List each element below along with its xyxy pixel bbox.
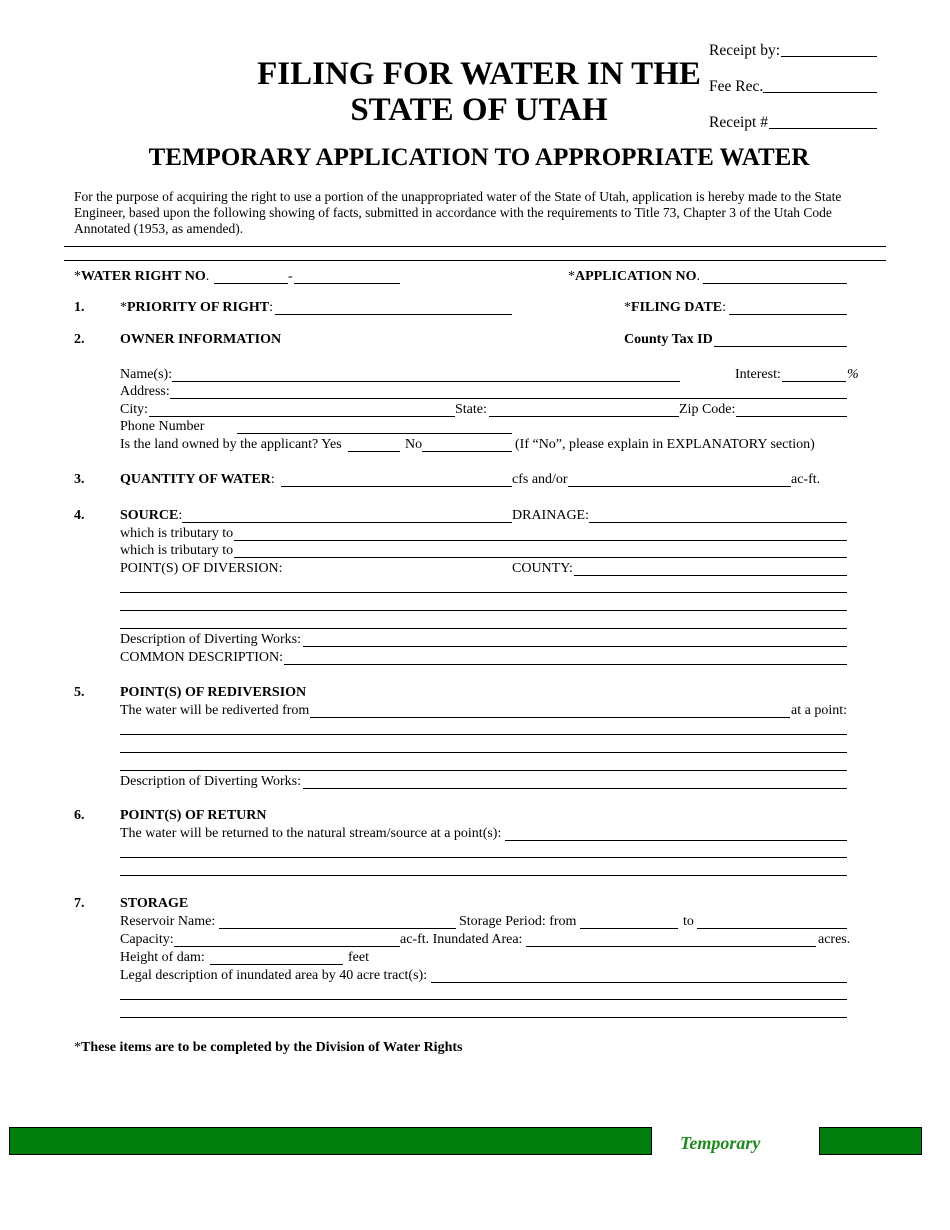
legal-description-line-2[interactable] <box>120 1017 847 1018</box>
diverting-works-label: Description of Diverting Works: <box>120 632 301 647</box>
intro-paragraph: For the purpose of acquiring the right to use a portion of the unappropriated water of the State of Utah, application is hereby made to the State Engineer, based upon the following showing of facts, submitted in accordance with the requirements to Title 73, Chapter 3 of the Utah Code Annotated (1953, as amended). <box>74 189 842 236</box>
rediversion-works-field[interactable] <box>303 788 847 789</box>
drainage-field[interactable] <box>589 522 847 523</box>
legal-description-line-1[interactable] <box>120 999 847 1000</box>
phone-field[interactable] <box>237 433 512 434</box>
land-owned-no-field[interactable] <box>422 451 512 452</box>
tributary-1-label: which is tributary to <box>120 526 234 541</box>
rediversion-line-3[interactable] <box>120 770 847 771</box>
rediverted-from-label: The water will be rediverted from <box>120 703 310 718</box>
water-right-seq-field[interactable] <box>294 283 400 284</box>
county-tax-id-label: County Tax ID <box>624 332 713 347</box>
land-owned-no-label: No <box>405 437 423 452</box>
rediversion-works-label: Description of Diverting Works: <box>120 774 301 789</box>
rediverted-from-field[interactable] <box>310 717 790 718</box>
return-heading: POINT(S) OF RETURN <box>120 808 267 823</box>
quantity-acft-field[interactable] <box>568 486 791 487</box>
at-a-point-label: at a point: <box>791 703 847 718</box>
legal-description-label: Legal description of inundated area by 40 acre tract(s): <box>120 968 428 983</box>
footer-note: *These items are to be completed by the Division of Water Rights <box>74 1040 463 1055</box>
form-title-line2: STATE OF UTAH <box>350 92 608 128</box>
interest-label: Interest: <box>735 367 781 382</box>
rediversion-line-1[interactable] <box>120 734 847 735</box>
application-number-label: *APPLICATION NO. <box>568 269 700 284</box>
county-tax-id-field[interactable] <box>714 346 847 347</box>
owner-info-heading: OWNER INFORMATION <box>120 332 282 347</box>
diversion-line-1[interactable] <box>120 592 847 593</box>
phone-label: Phone Number <box>120 419 205 434</box>
tributary-1-field[interactable] <box>234 540 847 541</box>
receipt-by-label: Receipt by: <box>709 42 781 59</box>
fee-rec-field[interactable] <box>763 92 877 93</box>
return-line-1[interactable] <box>120 857 847 858</box>
land-owned-yes-field[interactable] <box>348 451 400 452</box>
water-right-label: *WATER RIGHT NO. <box>74 269 210 284</box>
diversion-label: POINT(S) OF DIVERSION: <box>120 561 283 576</box>
footer-band-left <box>9 1127 652 1155</box>
section-4-number: 4. <box>74 508 85 523</box>
footer-band-right <box>819 1127 922 1155</box>
section-6-number: 6. <box>74 808 85 823</box>
legal-description-field[interactable] <box>431 982 847 983</box>
land-owned-explain: (If “No”, please explain in EXPLANATORY section) <box>515 437 815 452</box>
diversion-line-2[interactable] <box>120 610 847 611</box>
priority-field[interactable] <box>275 314 512 315</box>
form-subtitle: TEMPORARY APPLICATION TO APPROPRIATE WATER <box>148 144 810 171</box>
interest-field[interactable] <box>782 381 846 382</box>
common-description-field[interactable] <box>284 664 847 665</box>
state-field[interactable] <box>489 416 679 417</box>
zip-label: Zip Code: <box>679 402 736 417</box>
diverting-works-field[interactable] <box>303 646 847 647</box>
form-title-line1: FILING FOR WATER IN THE <box>257 56 701 92</box>
storage-period-to-label: to <box>683 914 694 929</box>
section-5-number: 5. <box>74 685 85 700</box>
tributary-2-field[interactable] <box>234 557 847 558</box>
return-text: The water will be returned to the natural stream/source at a point(s): <box>120 826 502 841</box>
return-field[interactable] <box>505 840 847 841</box>
county-label: COUNTY: <box>512 561 573 576</box>
divider-second <box>64 260 886 261</box>
water-right-area-field[interactable] <box>214 283 288 284</box>
zip-field[interactable] <box>736 416 847 417</box>
county-field[interactable] <box>574 575 847 576</box>
receipt-by-field[interactable] <box>781 56 877 57</box>
water-right-dash: - <box>288 269 293 284</box>
priority-label: *PRIORITY OF RIGHT: <box>120 300 273 315</box>
capacity-field[interactable] <box>174 946 400 947</box>
section-7-number: 7. <box>74 896 85 911</box>
section-1-number: 1. <box>74 300 85 315</box>
filing-date-field[interactable] <box>729 314 847 315</box>
storage-period-to-field[interactable] <box>697 928 847 929</box>
temporary-badge: Temporary <box>680 1133 761 1153</box>
acft-label: ac-ft. <box>791 472 821 487</box>
return-line-2[interactable] <box>120 875 847 876</box>
rediversion-line-2[interactable] <box>120 752 847 753</box>
quantity-cfs-field[interactable] <box>281 486 512 487</box>
quantity-label: QUANTITY OF WATER: <box>120 472 275 487</box>
feet-label: feet <box>348 950 369 965</box>
cfs-label: cfs and/or <box>512 472 568 487</box>
acres-label: acres. <box>818 932 851 947</box>
application-number-field[interactable] <box>703 283 847 284</box>
section-2-number: 2. <box>74 332 85 347</box>
section-3-number: 3. <box>74 472 85 487</box>
drainage-label: DRAINAGE: <box>512 508 589 523</box>
land-owned-question: Is the land owned by the applicant? Yes <box>120 437 342 452</box>
divider-top <box>64 246 886 247</box>
capacity-label: Capacity: <box>120 932 174 947</box>
storage-heading: STORAGE <box>120 896 189 911</box>
common-description-label: COMMON DESCRIPTION: <box>120 650 283 665</box>
fee-rec-label: Fee Rec. <box>709 78 764 95</box>
filing-date-label: *FILING DATE: <box>624 300 727 315</box>
receipt-number-field[interactable] <box>769 128 877 129</box>
city-field[interactable] <box>149 416 455 417</box>
dam-height-field[interactable] <box>210 964 343 965</box>
source-label: SOURCE: <box>120 508 183 523</box>
diversion-line-3[interactable] <box>120 628 847 629</box>
names-field[interactable] <box>172 381 680 382</box>
names-label: Name(s): <box>120 367 173 382</box>
source-field[interactable] <box>182 522 512 523</box>
inundated-area-field[interactable] <box>526 946 816 947</box>
rediversion-heading: POINT(S) OF REDIVERSION <box>120 685 307 700</box>
receipt-number-label: Receipt # <box>709 114 768 131</box>
storage-period-from-field[interactable] <box>580 928 678 929</box>
reservoir-name-field[interactable] <box>219 928 456 929</box>
address-label: Address: <box>120 384 170 399</box>
state-label: State: <box>455 402 487 417</box>
tributary-2-label: which is tributary to <box>120 543 234 558</box>
storage-period-label: Storage Period: from <box>459 914 577 929</box>
dam-height-label: Height of dam: <box>120 950 205 965</box>
reservoir-name-label: Reservoir Name: <box>120 914 216 929</box>
city-label: City: <box>120 402 149 417</box>
address-field[interactable] <box>170 398 847 399</box>
interest-percent: % <box>847 367 859 382</box>
inundated-area-label: ac-ft. Inundated Area: <box>400 932 523 947</box>
